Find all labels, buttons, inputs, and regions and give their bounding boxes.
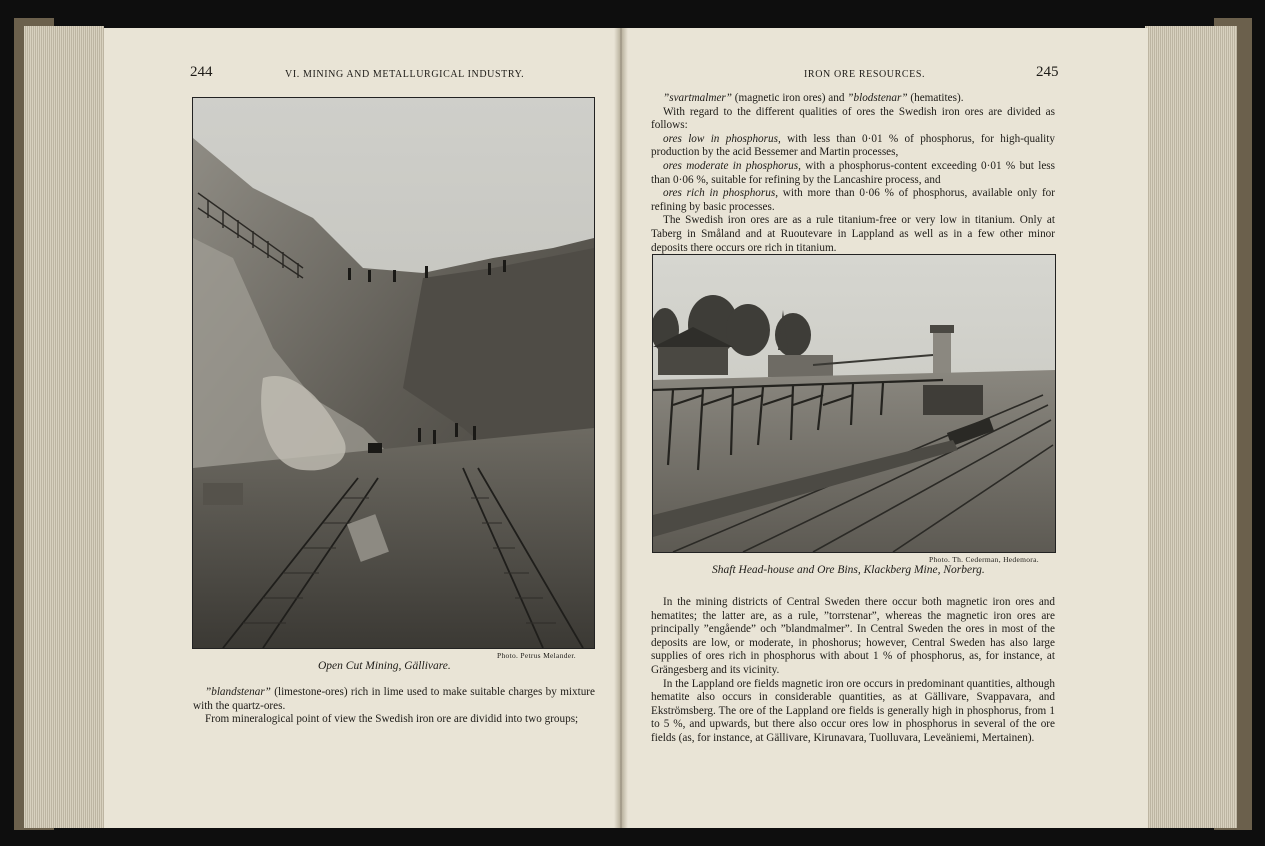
photo-open-cut-mining (192, 97, 595, 649)
photo-klackberg-mine (652, 254, 1056, 553)
page-number-right: 245 (1036, 64, 1059, 80)
running-head-left: VI. MINING AND METALLURGICAL INDUSTRY. (285, 69, 525, 80)
paragraph: From mineralogical point of view the Swedish iron ore are dividid into two groups; (205, 713, 579, 726)
paragraph: ores low in phosphorus, with less than 0·01 % of phosphorus, for high-quality production by the acid Bessemer and Martin processes, (651, 132, 1055, 159)
photo-credit-left: Photo. Petrus Melander. (497, 651, 576, 660)
right-bottom-text (651, 596, 1055, 746)
open-cut-mine-illustration (193, 98, 594, 648)
left-body-text (193, 686, 595, 727)
book-gutter (614, 28, 628, 828)
page-number-left: 244 (190, 64, 213, 80)
photo-credit-right: Photo. Th. Cederman, Hedemora. (929, 555, 1039, 564)
paragraph: ”blandstenar” (limestone-ores) rich in lime used to make suitable charges by mixture with the quartz-ores. (193, 686, 595, 712)
paragraph: ores rich in phosphorus, with more than 0·06 % of phosphorus, available only for refining by basic processes. (651, 187, 1055, 213)
paragraph: ores moderate in phosphorus, with a phosphorus-content exceeding 0·01 % but less than 0·06 %, suitable for refining by the Lancashire process, and (651, 159, 1055, 186)
paragraph: In the mining districts of Central Sweden there occur both magnetic iron ores and hematites; the latter are, as a rule, ”torrstenar”, whereas the magnetic iron ores are principally ”engående” och ”blandmalmer”. In Central Sweden the ores in most of the deposits are low, or moderate, in phoshorus; however, Central Sweden has also large supplies of ores rich in phosphorus with about 1 % of phosphorus, as, for instance, at Grängesberg and its vicinity. (651, 596, 1055, 676)
right-top-text (651, 92, 1055, 255)
page-edges-left (24, 26, 104, 828)
paragraph: With regard to the different qualities of ores the Swedish iron ores are divided as follows: (651, 105, 1055, 132)
photo-caption-left: Open Cut Mining, Gällivare. (318, 660, 451, 672)
running-head-right: IRON ORE RESOURCES. (804, 69, 926, 80)
shaft-head-house-illustration (653, 255, 1055, 552)
paragraph: ”svartmalmer” (magnetic iron ores) and ”blodstenar” (hematites). (663, 92, 964, 104)
photo-caption-right: Shaft Head-house and Ore Bins, Klackberg Mine, Norberg. (712, 564, 985, 576)
paragraph: In the Lappland ore fields magnetic iron ore occurs in predominant quantities, although hematite also occurs in considerable quantities, as at Gällivare, Svappavara, and Ekströmsberg. The ore of the Lappland ore fields is generally high in phosphorus, from 1 to 5 %, and upwards, but there also occur ores low in phosphorus in several of the ore fields (as, for instance, at Gällivare, Kirunavara, Tuolluvara, Leveäniemi, Mertainen). (651, 677, 1055, 744)
page-edges-right (1145, 26, 1237, 828)
paragraph: The Swedish iron ores are as a rule titanium-free or very low in titanium. Only at Taberg in Småland and at Ruoutevare in Lappland as well as in a few other minor deposits there occurs ore rich in titanium. (651, 214, 1055, 254)
